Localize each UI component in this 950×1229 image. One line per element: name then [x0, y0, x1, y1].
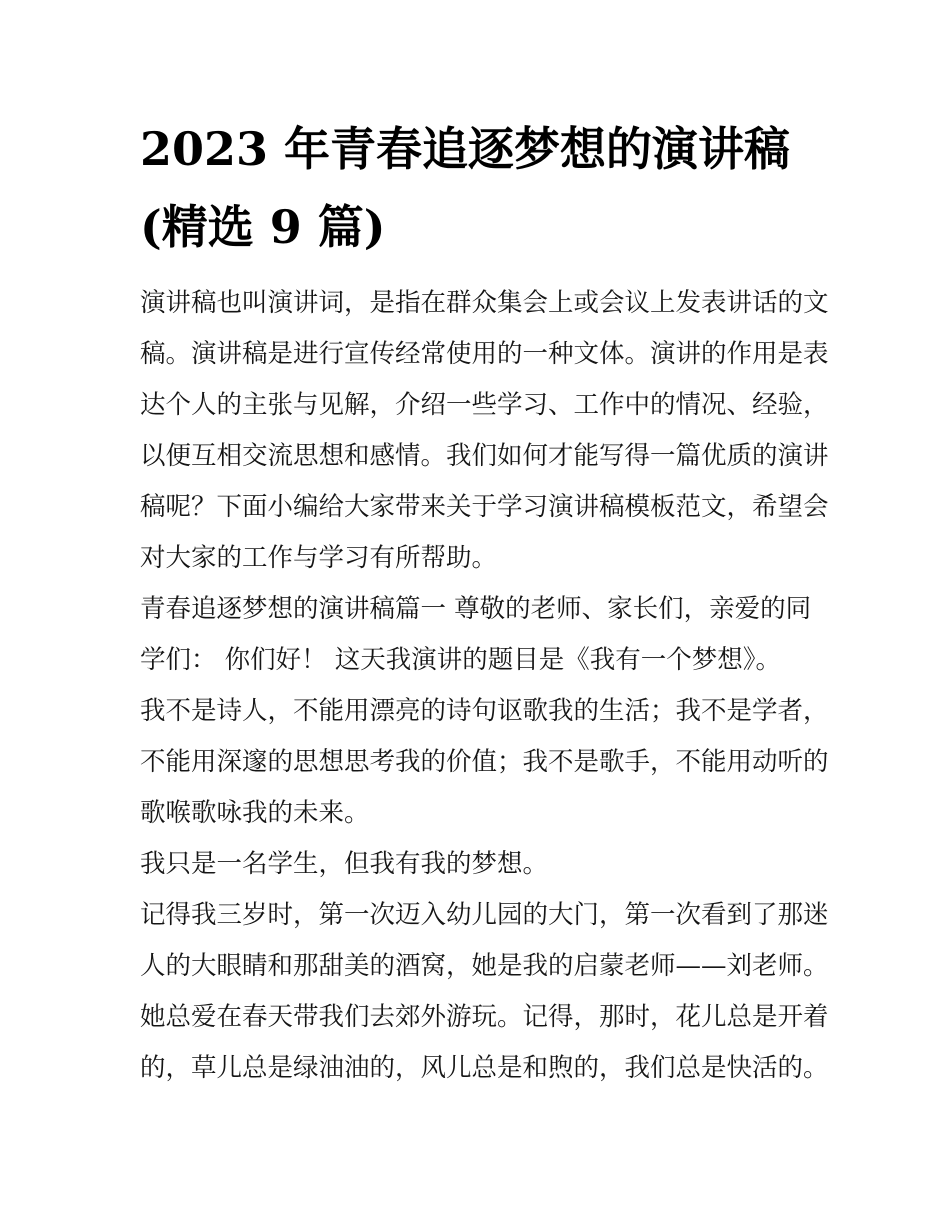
body-line: 的，草儿总是绿油油的，风儿总是和煦的，我们总是快活的。 [140, 1053, 829, 1083]
body-line: 我只是一名学生，但我有我的梦想。 [140, 849, 549, 879]
body-line: 她总爱在春天带我们去郊外游玩。记得，那时，花儿总是开着 [140, 1002, 829, 1032]
body-line: 歌喉歌咏我的未来。 [140, 798, 370, 828]
body-line: 演讲稿也叫演讲词，是指在群众集会上或会议上发表讲话的文 [140, 288, 829, 318]
body-line: 以便互相交流思想和感情。我们如何才能写得一篇优质的演讲 [140, 441, 829, 471]
body-line: 不能用深邃的思想思考我的价值；我不是歌手，不能用动听的 [140, 747, 829, 777]
body-line: 人的大眼睛和那甜美的酒窝，她是我的启蒙老师——刘老师。 [140, 951, 829, 981]
body-line: 稿呢？下面小编给大家带来关于学习演讲稿模板范文，希望会 [140, 492, 829, 522]
title-line-2: (精选 9 篇) [140, 200, 386, 254]
body-line: 记得我三岁时，第一次迈入幼儿园的大门，第一次看到了那迷 [140, 900, 829, 930]
body-line: 稿。演讲稿是进行宣传经常使用的一种文体。演讲的作用是表 [140, 339, 829, 369]
title-line-1: 2023 年青春追逐梦想的演讲稿 [140, 122, 791, 176]
body-line: 我不是诗人，不能用漂亮的诗句讴歌我的生活；我不是学者， [140, 696, 829, 726]
body-line: 学们： 你们好！ 这天我演讲的题目是《我有一个梦想》。 [140, 645, 781, 675]
document-title [140, 110, 820, 266]
document-body [140, 278, 829, 1094]
body-line: 达个人的主张与见解，介绍一些学习、工作中的情况、经验， [140, 390, 829, 420]
body-line: 对大家的工作与学习有所帮助。 [140, 543, 498, 573]
body-line: 青春追逐梦想的演讲稿篇一 尊敬的老师、家长们，亲爱的同 [140, 594, 812, 624]
